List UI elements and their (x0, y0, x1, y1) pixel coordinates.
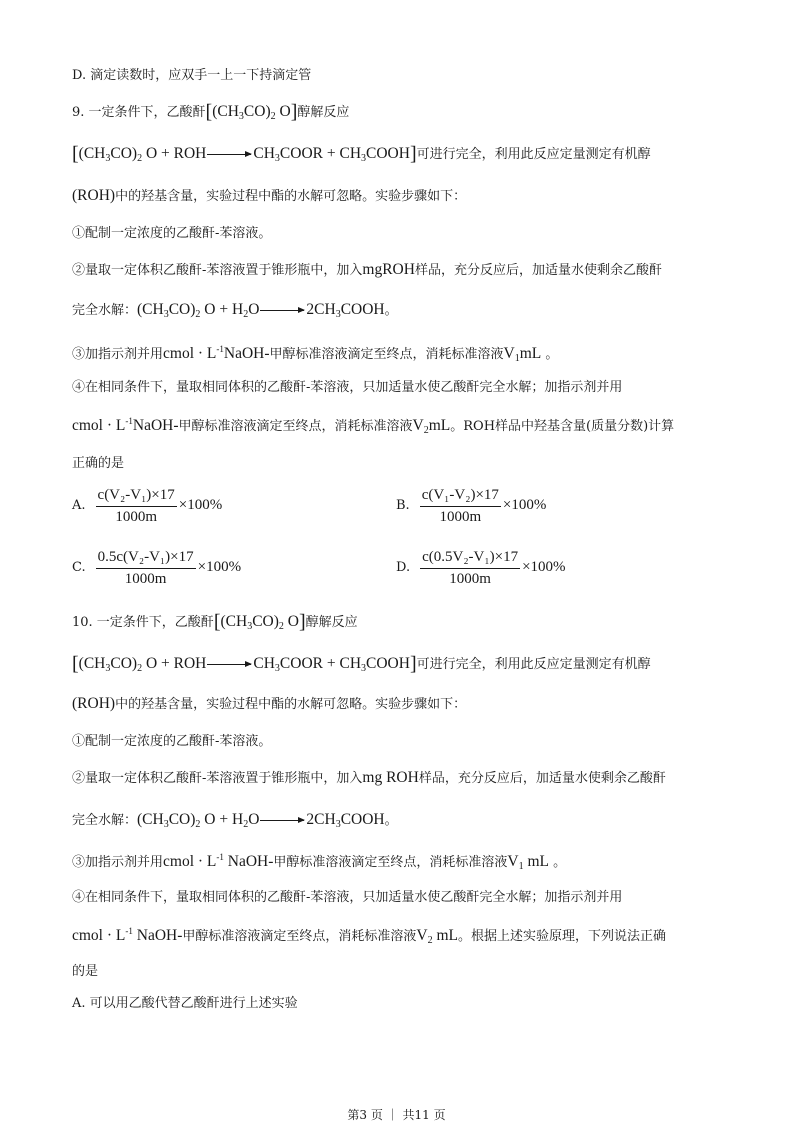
q9-option-c[interactable]: C. $\frac{\text{0.5c(V₂-V₁)×17}}{1000m}$ ×100% (72, 549, 242, 587)
q8-option-d: D. 滴定读数时，应双手一上一下持滴定管 (72, 68, 312, 83)
page-footer: 第3 页 ｜ 共11 页 (347, 1108, 446, 1122)
q9-roh: (ROH)中的羟基含量，实验过程中酯的水解可忽略。实验步骤如下： (72, 187, 467, 204)
q10-question: 的是 (72, 964, 99, 979)
q9-step3: ③加指示剂并用cmol · $L^{-1}NaOH-$甲醇标准溶液滴定至终点，消耗标准溶液$V_1mL$ 。 (72, 344, 559, 364)
q10-step4b: cmol · $L^{-1}$ NaOH-甲醇标准溶液滴定至终点，消耗标准溶液$V_2$ mL。根据上述实验原理，下列说法正确 (72, 926, 667, 946)
q9-hydrolysis: 完全水解：$(CH_3CO)_2$ $O + H_2O$ $2CH_3COOH$。 (72, 301, 398, 320)
q10-option-a[interactable]: A. 可以用乙酸代替乙酸酐进行上述实验 (72, 996, 298, 1011)
q10-step3: ③加指示剂并用cmol · $L^{-1}$ NaOH-甲醇标准溶液滴定至终点，消耗标准溶液$V_1$ mL 。 (72, 852, 567, 872)
q9-step1: ①配制一定浓度的乙酸酐-苯溶液。 (72, 226, 272, 241)
q10-roh: (ROH)中的羟基含量，实验过程中酯的水解可忽略。实验步骤如下： (72, 695, 467, 712)
q9-option-d[interactable]: D. $\frac{\text{c(0.5V₂-V₁)×17}}{1000m}$ ×100% (396, 549, 566, 587)
q9-question: 正确的是 (72, 456, 125, 471)
q9-option-a[interactable]: A. $\frac{\text{c(V₂-V₁)×17}}{1000m}$ ×100% (72, 487, 223, 525)
q9-equation: [$(CH_3CO)_2$ O + ROH $CH_3COOR$ + $CH_3COOH$]可进行完全，利用此反应定量测定有机醇 (72, 143, 651, 165)
q9-step4b: cmol · $L^{-1}NaOH-$甲醇标准溶液滴定至终点，消耗标准溶液$V_2mL$。ROH样品中羟基含量(质量分数)计算 (72, 416, 675, 436)
q9-option-b[interactable]: B. $\frac{\text{c(V₁-V₂)×17}}{1000m}$ ×100% (396, 487, 547, 525)
q10-step1: ①配制一定浓度的乙酸酐-苯溶液。 (72, 734, 272, 749)
q9-step4: ④在相同条件下，量取相同体积的乙酸酐-苯溶液，只加适量水使乙酸酐完全水解；加指示剂并用 (72, 380, 623, 395)
q10-hydrolysis: 完全水解：$(CH_3CO)_2$ $O + H_2O$ $2CH_3COOH$。 (72, 811, 398, 830)
q10-equation: [$(CH_3CO)_2$ O + ROH $CH_3COOR$ + $CH_3COOH$]可进行完全，利用此反应定量测定有机醇 (72, 653, 651, 675)
q10-step2: ②量取一定体积乙酸酐-苯溶液置于锥形瓶中，加入mg ROH样品，充分反应后，加适量水使剩余乙酸酐 (72, 769, 666, 786)
q10-stem: 10. 一定条件下，乙酸酐[$(CH_3CO)_2$ O]醇解反应 (72, 611, 358, 633)
q10-step4: ④在相同条件下，量取相同体积的乙酸酐-苯溶液，只加适量水使乙酸酐完全水解；加指示剂并用 (72, 890, 623, 905)
q9-step2: ②量取一定体积乙酸酐-苯溶液置于锥形瓶中，加入mgROH样品，充分反应后，加适量水使剩余乙酸酐 (72, 261, 662, 278)
q9-stem: 9. 一定条件下，乙酸酐[$(CH_3CO)_2$ O]醇解反应 (72, 101, 350, 123)
